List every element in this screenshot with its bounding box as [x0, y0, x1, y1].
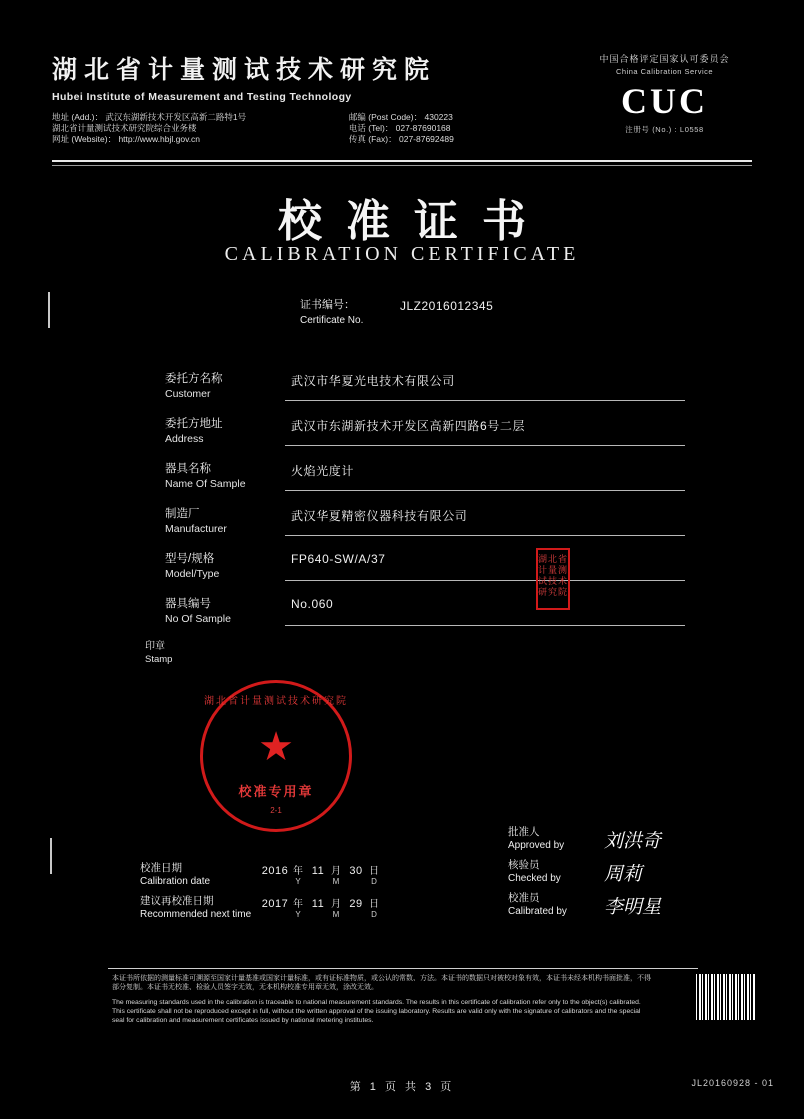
cnas-name-en: China Calibration Service [615, 67, 714, 76]
certificate-number-label-en: Certificate No. [300, 315, 364, 326]
date-unit-month: 月 M [331, 899, 341, 919]
signature-value: 李明星 [604, 896, 662, 918]
postcode-label: 邮编 (Post Code)： [348, 112, 423, 122]
address-line2: 湖北省计量测试技术研究院综合业务楼 [52, 123, 197, 133]
field-label-en: Model/Type [165, 568, 220, 580]
left-tick-mark [48, 292, 50, 328]
field-label-en: Address [165, 433, 204, 445]
seal-top-text: 湖北省计量测试技术研究院 [204, 696, 348, 707]
field-underline [285, 490, 685, 491]
stamp-label-en: Stamp [145, 654, 173, 665]
certificate-number-label-cn: 证书编号： [300, 299, 355, 311]
field-value: FP640-SW/A/37 [291, 552, 386, 566]
date-month: 11 [311, 898, 325, 910]
field-label-en: Customer [165, 388, 211, 400]
field-underline [285, 400, 685, 401]
fax-label: 传真 (Fax)： [348, 134, 397, 144]
page-title-en: CALIBRATION CERTIFICATE [224, 243, 580, 265]
date-unit-day: 日 D [369, 866, 379, 886]
signature-label-en: Calibrated by [508, 906, 567, 917]
date-row-next-calibration [140, 895, 500, 928]
web-value[interactable]: http://www.hbjl.gov.cn [118, 134, 201, 144]
field-value: No.060 [291, 597, 334, 611]
field-label-cn: 器具名称 [165, 463, 211, 475]
field-underline [285, 535, 685, 536]
signature-value: 刘洪奇 [604, 830, 662, 852]
signature-row-checked [508, 859, 748, 892]
address-label: 地址 (Add.)： [52, 112, 104, 122]
header-divider-thin [52, 165, 752, 166]
date-unit-day: 日 D [369, 899, 379, 919]
field-value: 武汉市东湖新技术开发区高新四路6号二层 [291, 419, 526, 433]
signature-label-cn: 校准员 [508, 892, 540, 904]
field-row-address [165, 417, 685, 462]
date-label-cn: 校准日期 [140, 862, 182, 874]
field-underline [285, 580, 685, 581]
field-label-cn: 委托方名称 [165, 373, 223, 385]
date-block [140, 862, 500, 928]
date-row-calibration [140, 862, 500, 895]
tel-value: 027-87690168 [395, 123, 451, 133]
field-row-model [165, 552, 685, 597]
certificate-number-row [300, 298, 493, 328]
institute-name-cn: 湖北省计量测试技术研究院 [52, 55, 437, 84]
date-month: 11 [311, 865, 325, 877]
left-tick-mark-lower [50, 838, 52, 874]
date-label-cn: 建议再校准日期 [140, 895, 214, 907]
seal-code: 2-1 [270, 806, 282, 815]
field-label-cn: 器具编号 [165, 598, 211, 610]
date-year: 2016 [261, 865, 289, 877]
date-unit-year: 年 Y [293, 866, 303, 886]
footer-note [112, 974, 652, 1031]
field-label-cn: 委托方地址 [165, 418, 223, 430]
date-day: 29 [349, 898, 363, 910]
side-stamp: 湖北省计量测试技术研究院 [536, 548, 570, 610]
signature-row-approved [508, 826, 748, 859]
field-row-sample-no [165, 597, 685, 642]
web-label: 网址 (Website)： [52, 134, 117, 144]
footer-divider [108, 968, 698, 969]
field-value: 武汉华夏精密仪器科技有限公司 [291, 509, 468, 523]
tel-label: 电话 (Tel)： [348, 123, 394, 133]
institute-block [52, 50, 532, 145]
signature-label-cn: 批准人 [508, 826, 540, 838]
field-value: 武汉市华夏光电技术有限公司 [291, 374, 455, 388]
cuc-logo: CUC [621, 81, 708, 121]
signature-label-en: Checked by [508, 873, 561, 884]
signature-label-cn: 核验员 [508, 859, 540, 871]
date-label-en: Recommended next time [140, 909, 252, 920]
field-list [165, 372, 685, 642]
signature-row-calibrated [508, 892, 748, 925]
field-underline [285, 445, 685, 446]
cnas-registration-no: 注册号 (No.) : L0558 [625, 125, 704, 134]
signature-block [508, 826, 748, 925]
date-day: 30 [349, 865, 363, 877]
certificate-number-value: JLZ2016012345 [400, 299, 494, 313]
calibration-seal [200, 680, 352, 832]
field-label-en: No Of Sample [165, 613, 231, 625]
date-label-en: Calibration date [140, 876, 211, 887]
footer-note-cn: 本证书所依据的测量标准可溯源至国家计量基准或国家计量标准，或有证标准物质，或公认的常数、方法。本证书的数据只对被校对象有效，本证书未经本机构书面批准，不得部分复制。本证书无校准、检验人员签字无效，无本机构校准专用章无效，涂改无效。 [112, 975, 651, 991]
stamp-label [145, 640, 172, 666]
signature-label-en: Approved by [508, 840, 565, 851]
barcode [696, 974, 756, 1020]
field-row-manufacturer [165, 507, 685, 552]
field-underline [285, 625, 685, 626]
date-year: 2017 [261, 898, 289, 910]
field-label-cn: 型号/规格 [165, 553, 215, 565]
field-label-cn: 制造厂 [165, 508, 200, 520]
document-header [52, 50, 752, 145]
footer-note-en: The measuring standards used in the calibration is traceable to national measurement standards. The results in this certificate of calibration refer only to the object(s) calibrated. This certificate shall not be reproduced except in full, without the written approval of the issuing laboratory. Results are valid only with the signature of calibrators and the special seal for calibration and measurement certificates issued by national metering institutes. [112, 999, 641, 1024]
star-icon: ★ [258, 724, 294, 769]
field-value: 火焰光度计 [291, 464, 355, 478]
signature-value: 周莉 [604, 863, 643, 885]
field-label-en: Name Of Sample [165, 478, 246, 490]
fax-value: 027-87692489 [398, 134, 454, 144]
stamp-label-cn: 印章 [145, 641, 165, 652]
field-label-en: Manufacturer [165, 523, 227, 535]
header-divider [52, 160, 752, 162]
contact-block [52, 112, 532, 145]
date-unit-year: 年 Y [293, 899, 303, 919]
date-unit-month: 月 M [331, 866, 341, 886]
institute-name-en: Hubei Institute of Measurement and Testing Technology [52, 91, 352, 103]
page-number: 第 1 页 共 3 页 [349, 1081, 455, 1093]
postcode-value: 430223 [424, 112, 453, 122]
field-row-sample-name [165, 462, 685, 507]
document-code: JL20160928 - 01 [691, 1078, 774, 1088]
page-title-cn: 校准证书 [278, 196, 550, 247]
field-row-customer [165, 372, 685, 417]
seal-bottom-text: 校准专用章 [238, 784, 314, 799]
cnas-name-cn: 中国合格评定国家认可委员会 [599, 54, 730, 64]
address-value: 武汉东湖新技术开发区高新二路特1号 [105, 112, 247, 122]
accreditation-block [577, 50, 752, 135]
